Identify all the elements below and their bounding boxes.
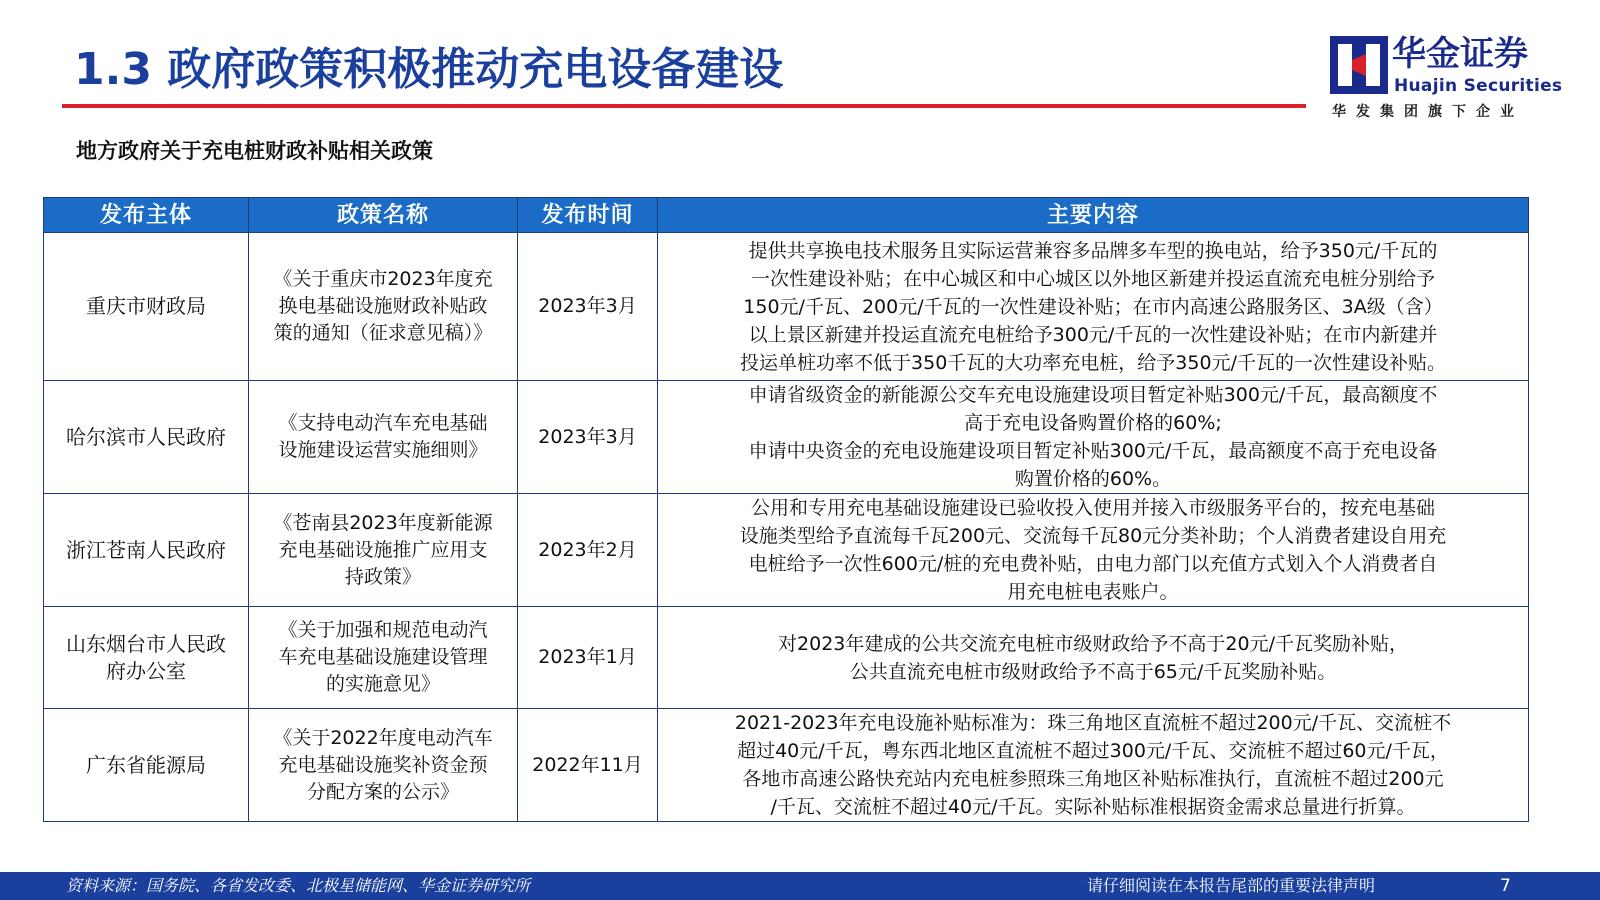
- date-cell: 2023年3月: [518, 381, 658, 494]
- content-line: 超过40元/千瓦，粤东西北地区直流桩不超过300元/千瓦、交流桩不超过60元/千瓦，: [737, 740, 1449, 762]
- policy-name-line: 充电基础设施推广应用支: [278, 538, 488, 561]
- header-issuer: 发布主体: [44, 198, 249, 233]
- policy-name-line: 的实施意见》: [325, 673, 440, 695]
- huajin-logo-icon: [1330, 36, 1388, 94]
- content-line: 公用和专用充电基础设施建设已验收投入使用并接入市级服务平台的，按充电基础: [750, 497, 1435, 519]
- content-cell: [658, 709, 1529, 822]
- content-line: 用充电桩电表账户。: [1007, 581, 1179, 603]
- policy-name-line: 充电基础设施奖补资金预: [278, 753, 488, 776]
- issuer-text: 重庆市财政局: [86, 294, 206, 318]
- content-line: 以上景区新建并投运直流充电桩给予300元/千瓦的一次性建设补贴；在市内新建并: [748, 323, 1438, 346]
- content-line: 电桩给予一次性600元/桩的充电费补贴，由电力部门以充值方式划入个人消费者自: [748, 553, 1438, 575]
- page-title: 1.3 政府政策积极推动充电设备建设: [74, 44, 784, 95]
- content-line: 各地市高速公路快充站内充电桩参照珠三角地区补贴标准执行，直流桩不超过200元: [742, 768, 1444, 790]
- issuer-cell: [44, 494, 249, 607]
- content-line: 150元/千瓦、200元/千瓦的一次性建设补贴；在市内高速公路服务区、3A级（含）: [743, 295, 1443, 318]
- policy-name-line: 分配方案的公示》: [306, 780, 459, 803]
- issuer-text: 浙江苍南人民政府: [66, 537, 226, 562]
- content-line: 对2023年建成的公共交流充电桩市级财政给予不高于20元/千瓦奖励补贴，: [778, 632, 1408, 655]
- content-cell: [658, 607, 1529, 709]
- content-line: 购置价格的60%。: [1014, 468, 1172, 490]
- table-header-row: [44, 198, 1529, 233]
- issuer-text: 山东烟台市人民政: [66, 631, 226, 656]
- policy-name-line: 策的通知（征求意见稿）》: [273, 322, 493, 344]
- policy-name-cell: [249, 709, 518, 822]
- table-row: [44, 233, 1529, 381]
- content-line: 提供共享换电技术服务且实际运营兼容多品牌多车型的换电站，给予350元/千瓦的: [748, 239, 1438, 262]
- title-divider: [62, 104, 1306, 108]
- table-row: [44, 494, 1529, 607]
- date-cell: 2022年11月: [518, 709, 658, 822]
- content-line: 公共直流充电桩市级财政给予不高于65元/千瓦奖励补贴。: [849, 660, 1337, 683]
- content-line: /千瓦、交流桩不超过40元/千瓦。实际补贴标准根据资金需求总量进行折算。: [770, 796, 1416, 818]
- content-line: 2021-2023年充电设施补贴标准为：珠三角地区直流桩不超过200元/千瓦、交流桩不: [734, 712, 1452, 734]
- policy-table: [43, 197, 1529, 822]
- company-logo: [1330, 34, 1563, 120]
- issuer-cell: [44, 233, 249, 381]
- legal-notice: 请仔细阅读在本报告尾部的重要法律声明: [1087, 876, 1376, 895]
- policy-name-line: 《苍南县2023年度新能源: [273, 511, 493, 534]
- header-content: 主要内容: [658, 198, 1529, 233]
- content-line: 设施类型给予直流每千瓦200元、交流每千瓦80元分类补助；个人消费者建设自用充: [739, 525, 1447, 547]
- table-row: [44, 709, 1529, 822]
- table-row: [44, 607, 1529, 709]
- issuer-text: 哈尔滨市人民政府: [66, 424, 226, 449]
- policy-name-line: 《关于2022年度电动汽车: [273, 726, 493, 749]
- content-cell: [658, 381, 1529, 494]
- logo-cn-name: 华金证券: [1392, 34, 1528, 74]
- issuer-cell: [44, 607, 249, 709]
- policy-name-cell: [249, 233, 518, 381]
- footer-bar: [0, 872, 1600, 900]
- policy-name-line: 持政策》: [344, 565, 421, 588]
- date-cell: 2023年2月: [518, 494, 658, 607]
- issuer-text: 广东省能源局: [86, 752, 206, 777]
- section-subtitle: 地方政府关于充电桩财政补贴相关政策: [76, 139, 433, 163]
- issuer-text: 府办公室: [106, 658, 186, 683]
- logo-tagline: 华发集团旗下企业: [1332, 104, 1524, 120]
- issuer-cell: [44, 709, 249, 822]
- content-line: 申请省级资金的新能源公交车充电设施建设项目暂定补贴300元/千瓦，最高额度不: [748, 384, 1438, 406]
- content-line: 一次性建设补贴；在中心城区和中心城区以外地区新建并投运直流充电桩分别给予: [750, 267, 1435, 290]
- policy-name-line: 设施建设运营实施细则》: [278, 439, 488, 461]
- header-date: 发布时间: [518, 198, 658, 233]
- date-cell: 2023年3月: [518, 233, 658, 381]
- logo-en-name: Huajin Securities: [1394, 76, 1563, 96]
- policy-name-cell: [249, 381, 518, 494]
- policy-name-cell: [249, 494, 518, 607]
- content-line: 投运单桩功率不低于350千瓦的大功率充电桩，给予350元/千瓦的一次性建设补贴。: [740, 351, 1446, 374]
- page-number: 7: [1500, 876, 1511, 896]
- policy-name-line: 《关于加强和规范电动汽: [278, 619, 488, 641]
- policy-name-cell: [249, 607, 518, 709]
- table-row: [44, 381, 1529, 494]
- policy-name-line: 换电基础设施财政补贴政: [278, 295, 488, 317]
- policy-name-line: 车充电基础设施建设管理: [278, 646, 488, 668]
- issuer-cell: [44, 381, 249, 494]
- content-line: 高于充电设备购置价格的60%;: [964, 412, 1222, 434]
- content-cell: [658, 233, 1529, 381]
- header-policy-name: 政策名称: [249, 198, 518, 233]
- content-line: 申请中央资金的充电设施建设项目暂定补贴300元/千瓦，最高额度不高于充电设备: [748, 440, 1438, 462]
- source-note: 资料来源：国务院、各省发改委、北极星储能网、华金证券研究所: [66, 876, 531, 895]
- content-cell: [658, 494, 1529, 607]
- policy-name-line: 《关于重庆市2023年度充: [273, 268, 493, 290]
- date-cell: 2023年1月: [518, 607, 658, 709]
- policy-name-line: 《支持电动汽车充电基础: [278, 412, 488, 434]
